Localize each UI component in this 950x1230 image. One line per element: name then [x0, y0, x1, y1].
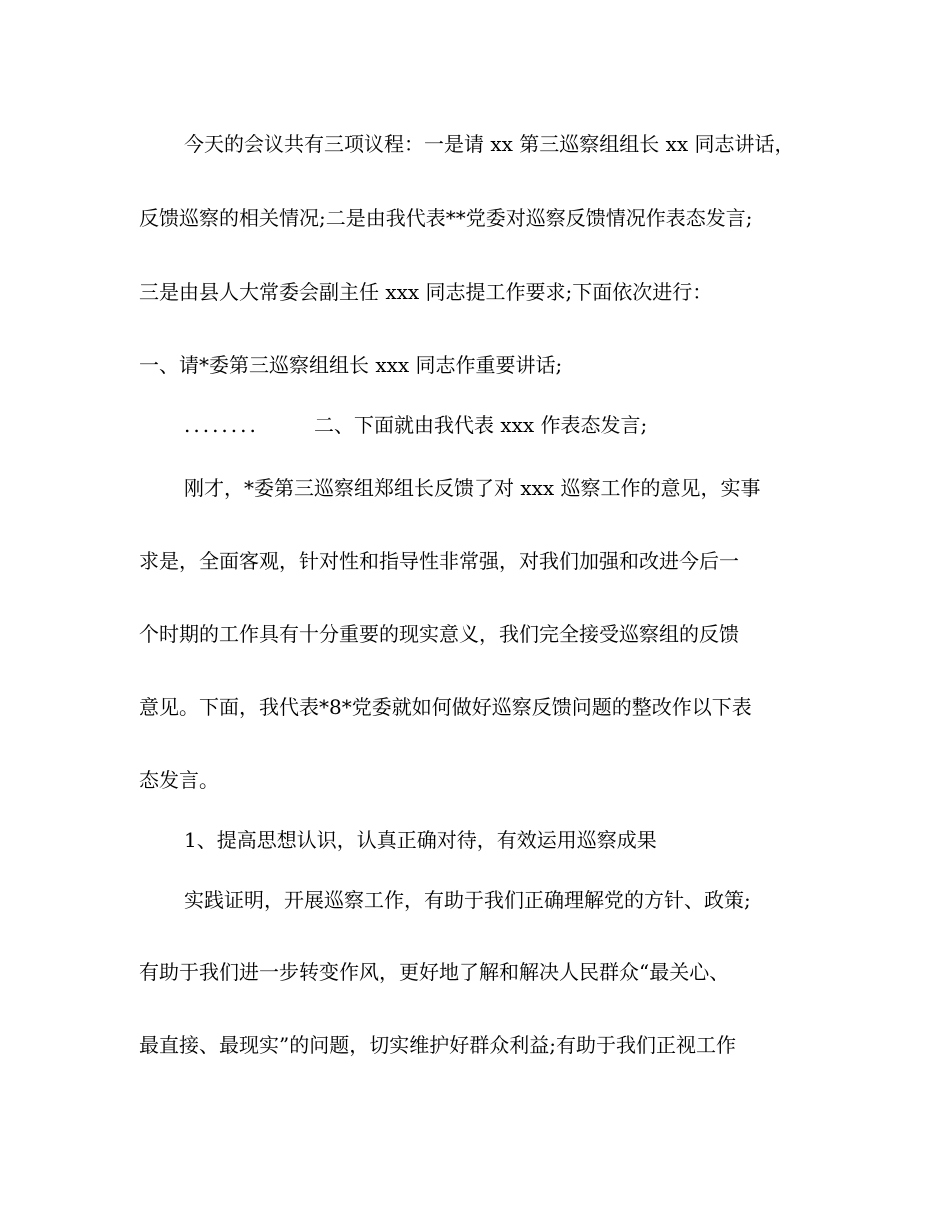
paragraph-response-line-1: 刚才，*委第三巡察组郑组长反馈了对 xxx 巡察工作的意见，实事 — [184, 476, 761, 500]
paragraph-agenda-line-3: 三是由县人大常委会副主任 xxx 同志提工作要求;下面依次进行： — [139, 280, 713, 304]
ellipsis-marker: ........ — [184, 413, 259, 437]
agenda-item-2-row — [184, 411, 647, 439]
agenda-item-1: 一、请*委第三巡察组组长 xxx 同志作重要讲话; — [139, 353, 563, 377]
section-heading-1: 1、提高思想认识，认真正确对待，有效运用巡察成果 — [184, 828, 657, 852]
agenda-item-2: 二、下面就由我代表 xxx 作表态发言; — [314, 413, 648, 437]
paragraph-response-line-4: 意见。下面，我代表*8*党委就如何做好巡察反馈问题的整改作以下表 — [139, 695, 752, 719]
paragraph-practice-line-2: 有助于我们进一步转变作风，更好地了解和解决人民群众“最关心、 — [139, 960, 730, 984]
paragraph-agenda-line-1: 今天的会议共有三项议程：一是请 xx 第三巡察组组长 xx 同志讲话， — [184, 132, 795, 156]
paragraph-agenda-line-2: 反馈巡察的相关情况;二是由我代表**党委对巡察反馈情况作表态发言; — [139, 206, 753, 230]
paragraph-practice-line-1: 实践证明，开展巡察工作，有助于我们正确理解党的方针、政策; — [184, 888, 751, 912]
paragraph-response-line-2: 求是，全面客观，针对性和指导性非常强，对我们加强和改进今后一 — [139, 549, 739, 573]
paragraph-practice-line-3: 最直接、最现实”的问题，切实维护好群众利益;有助于我们正视工作 — [139, 1033, 736, 1057]
paragraph-response-line-3: 个时期的工作具有十分重要的现实意义，我们完全接受巡察组的反馈 — [139, 622, 739, 646]
paragraph-response-line-5: 态发言。 — [139, 768, 219, 792]
